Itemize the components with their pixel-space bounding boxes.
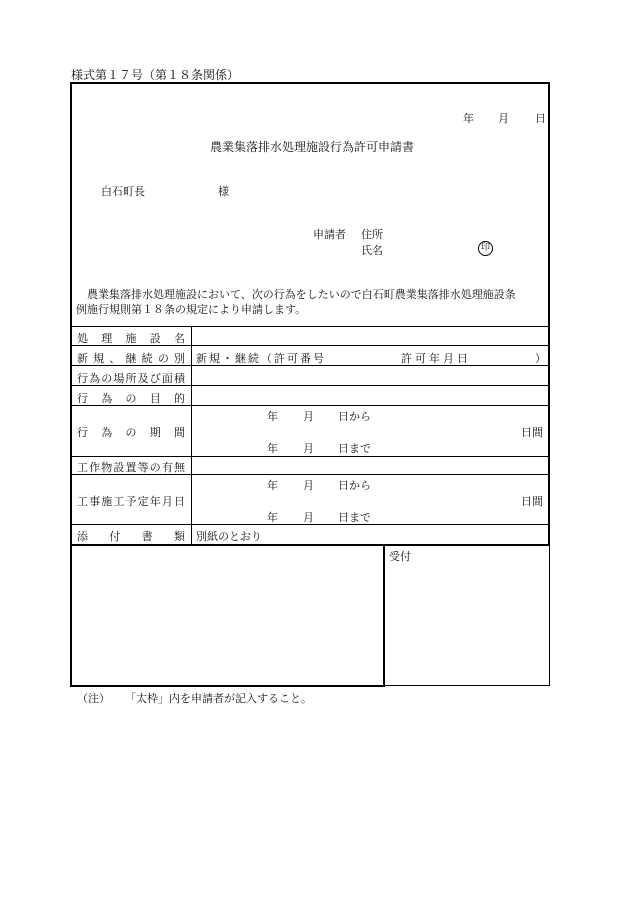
row-label-facility-name: 処理施設名: [77, 332, 185, 345]
new-continue-value: 新規・継続（許可番号: [196, 352, 326, 365]
date-day: 日: [535, 112, 546, 125]
seal-icon: 印: [478, 241, 493, 256]
permit-date-label: 許可年月日: [401, 352, 471, 365]
body-text-line-2: 例施行規則第１８条の規定により申請します。: [76, 303, 307, 316]
note-text: 「太枠」内を申請者が記入すること。: [125, 692, 312, 705]
construction-to-day: 日まで: [338, 511, 371, 524]
row-label-period: 行為の期間: [77, 426, 185, 439]
applicant-name-label: 氏名: [361, 244, 383, 257]
construction-to-year: 年: [267, 511, 278, 524]
period-from-year: 年: [267, 410, 278, 423]
period-to-month: 月: [303, 442, 314, 455]
row-line: [72, 456, 548, 457]
period-from-day: 日から: [338, 410, 371, 423]
table-top-line: [72, 326, 548, 327]
attachments-value: 別紙のとおり: [196, 530, 262, 543]
row-label-construction: 工事施工予定年月日: [77, 495, 185, 508]
frame-bottom-table: [70, 544, 550, 546]
frame-inner-right: [383, 544, 385, 687]
period-to-year: 年: [267, 442, 278, 455]
row-label-new-continue: 新規、継続の別: [77, 352, 185, 365]
construction-days: 日間: [521, 495, 543, 508]
frame-right: [548, 82, 550, 546]
document-title: 農業集落排水処理施設行為許可申請書: [210, 140, 415, 154]
frame-inner-bottom: [70, 685, 385, 687]
construction-from-year: 年: [267, 479, 278, 492]
row-label-structure: 工作物設置等の有無: [77, 461, 185, 474]
construction-to-month: 月: [303, 511, 314, 524]
period-to-day: 日まで: [338, 442, 371, 455]
construction-from-month: 月: [303, 479, 314, 492]
period-days: 日間: [521, 426, 543, 439]
applicant-address-label: 住所: [361, 228, 383, 241]
body-text-line-1: 農業集落排水処理施設において、次の行為をしたいので白石町農業集落排水処理施設条: [87, 288, 516, 301]
construction-from-day: 日から: [338, 479, 371, 492]
addressee-honorific: 様: [218, 185, 229, 198]
table-label-divider: [191, 326, 192, 544]
receipt-right: [549, 544, 550, 686]
row-label-attachments: 添付書類: [77, 530, 185, 543]
date-month: 月: [498, 112, 509, 125]
addressee-name: 白石町長: [101, 185, 145, 198]
date-year: 年: [463, 112, 474, 125]
frame-top: [70, 82, 550, 84]
applicant-label: 申請者: [313, 228, 346, 241]
period-from-month: 月: [303, 410, 314, 423]
row-label-location-area: 行為の場所及び面積: [77, 372, 185, 385]
row-label-purpose: 行為の目的: [77, 392, 185, 405]
receipt-bottom: [385, 685, 550, 686]
form-number: 様式第１７号（第１８条関係）: [71, 68, 240, 82]
receipt-label: 受付: [389, 550, 411, 563]
note-label: （注）: [77, 692, 110, 705]
close-paren: ）: [535, 352, 546, 365]
